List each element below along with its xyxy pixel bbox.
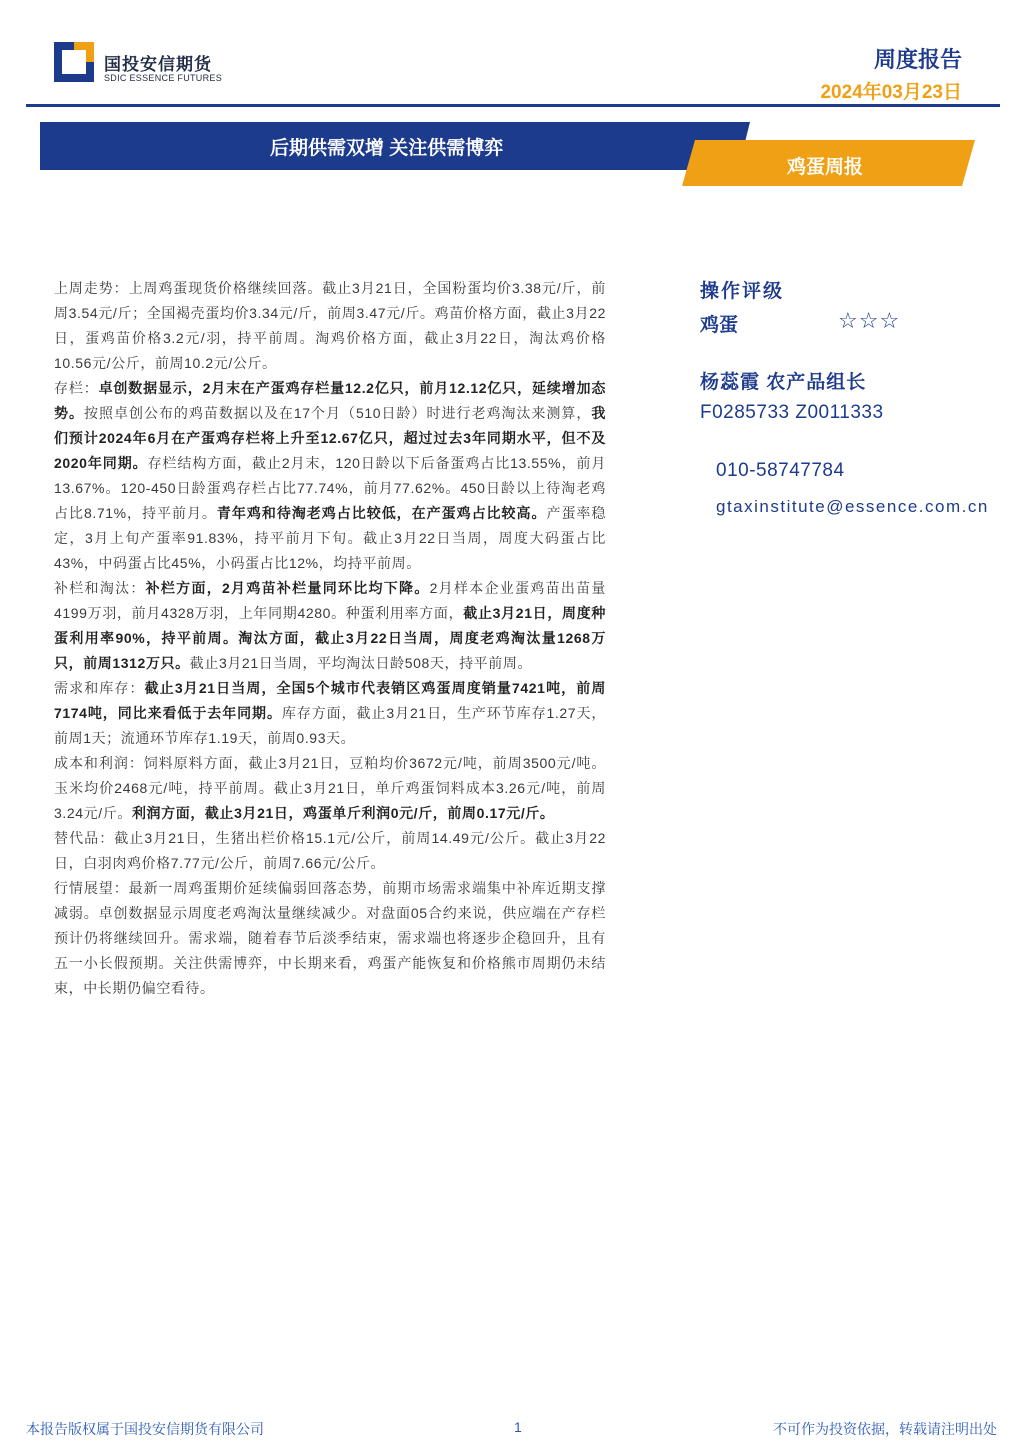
body-paragraph [54,276,606,376]
report-type: 周度报告 [873,47,962,72]
footer-disclaimer: 不可作为投资依据，转载请注明出处 [773,1421,997,1437]
body-text-bold: 补栏方面，2月鸡苗补栏量同环比均下降。 [145,580,430,596]
body-text-bold: 截止3月21日当周，全国5个城市代表销区鸡蛋周度销量7421吨，前周7174吨，同比来看低于去年同期。 [54,680,606,721]
body-paragraph [54,676,606,751]
company-name-en: SDIC ESSENCE FUTURES [104,73,223,83]
body-text: 2月样本企业蛋鸡苗出苗量4199万羽，前月4328万羽，上年同期4280。种蛋利用率方面， [54,580,606,621]
rating-stars-icon: ☆☆☆ [838,308,901,333]
rating-heading: 操作评级 [700,281,785,302]
body-text: 产蛋率稳定，3月上旬产蛋率91.83%，持平前月下旬。截止3月22日当周，周度大码蛋占比43%，中码蛋占比45%，小码蛋占比12%，均持平前周。 [54,505,607,571]
analyst-name: 杨蕊霞 农产品组长 [700,372,867,393]
body-text: 替代品：截止3月21日，生猪出栏价格15.1元/公斤，前周14.49元/公斤。截止3月22日，白羽肉鸡价格7.77元/公斤，前周7.66元/公斤。 [54,830,606,871]
body-text: 行情展望：最新一周鸡蛋期价延续偏弱回落态势，前期市场需求端集中补库近期支撑减弱。卓创数据显示周度老鸡淘汰量继续减少。对盘面05合约来说，供应端在产存栏预计仍将继续回升。需求端，随着春节后淡季结束，需求端也将逐步企稳回升，且有五一小长假预期。关注供需博弈，中长期来看，鸡蛋产能恢复和价格熊市周期仍未结束，中长期仍偏空看待。 [54,880,606,996]
contact-email[interactable]: gtaxinstitute@essence.com.cn [716,497,989,516]
body-text: 需求和库存： [54,680,145,696]
header-divider [26,104,1000,107]
body-text-bold: 截止3月21日，周度种蛋利用率90%，持平前周。淘汰方面，截止3月22日当周，周度老鸡淘汰量1268万只，前周1312万只。 [54,605,607,671]
company-logo-icon [54,42,94,82]
rating-item: 鸡蛋 [700,315,739,336]
title-banner [0,118,1025,190]
body-text: 上周走势：上周鸡蛋现货价格继续回落。截止3月21日，全国粉蛋均价3.38元/斤，前周3.54元/斤；全国褐壳蛋均价3.34元/斤，前周3.47元/斤。鸡苗价格方面，截止3月22日，蛋鸡苗价格3.2元/羽，持平前周。淘鸡价格方面，截止3月22日，淘汰鸡价格10.56元/公斤，前周10.2元/公斤。 [54,280,606,371]
body-text-bold: 卓创数据显示，2月末在产蛋鸡存栏量12.2亿只，前月12.12亿只，延续增加态势。 [54,380,606,421]
body-text: 按照卓创公布的鸡苗数据以及在17个月（510日龄）时进行老鸡淘汰来测算， [83,405,592,421]
body-paragraph [54,376,606,576]
report-body [54,276,606,1001]
body-paragraph [54,826,606,876]
report-date: 2024年03月23日 [820,82,962,103]
body-paragraph [54,876,606,1001]
body-text: 存栏： [54,380,99,396]
body-paragraph [54,576,606,676]
contact-phone: 010-58747784 [716,460,845,481]
report-category-tag: 鸡蛋周报 [787,157,864,178]
body-text-bold: 青年鸡和待淘老鸡占比较低，在产蛋鸡占比较高。 [216,505,547,521]
body-text: 成本和利润：饲料原料方面，截止3月21日，豆粕均价3672元/吨，前周3500元/吨。玉米均价2468元/吨，持平前周。截止3月21日，单斤鸡蛋饲料成本3.26元/吨，前周3.24元/斤。 [54,755,606,821]
page-number: 1 [514,1419,522,1435]
report-title: 后期供需双增 关注供需博弈 [270,138,504,159]
body-text: 截止3月21日当周，平均淘汰日龄508天，持平前周。 [189,655,533,671]
body-text-bold: 利润方面，截止3月21日，鸡蛋单斤利润0元/斤，前周0.17元/斤。 [131,805,555,821]
analyst-cert-ids: F0285733 Z0011333 [700,402,884,423]
body-text: 库存方面，截止3月21日，生产环节库存1.27天，前周1天；流通环节库存1.19天，前周0.93天。 [54,705,607,746]
body-paragraph [54,751,606,826]
footer-copyright: 本报告版权属于国投安信期货有限公司 [26,1421,264,1437]
body-text: 存栏结构方面，截止2月末，120日龄以下后备蛋鸡占比13.55%，前月13.67%。120-450日龄蛋鸡存栏占比77.74%，前月77.62%。450日龄以上待淘老鸡占比8.71%，持平前月。 [54,455,606,521]
body-text-bold: 我们预计2024年6月在产蛋鸡存栏将上升至12.67亿只，超过过去3年同期水平，但不及2020年同期。 [54,405,606,471]
company-name-cn: 国投安信期货 [104,55,212,74]
body-text: 补栏和淘汰： [54,580,146,596]
